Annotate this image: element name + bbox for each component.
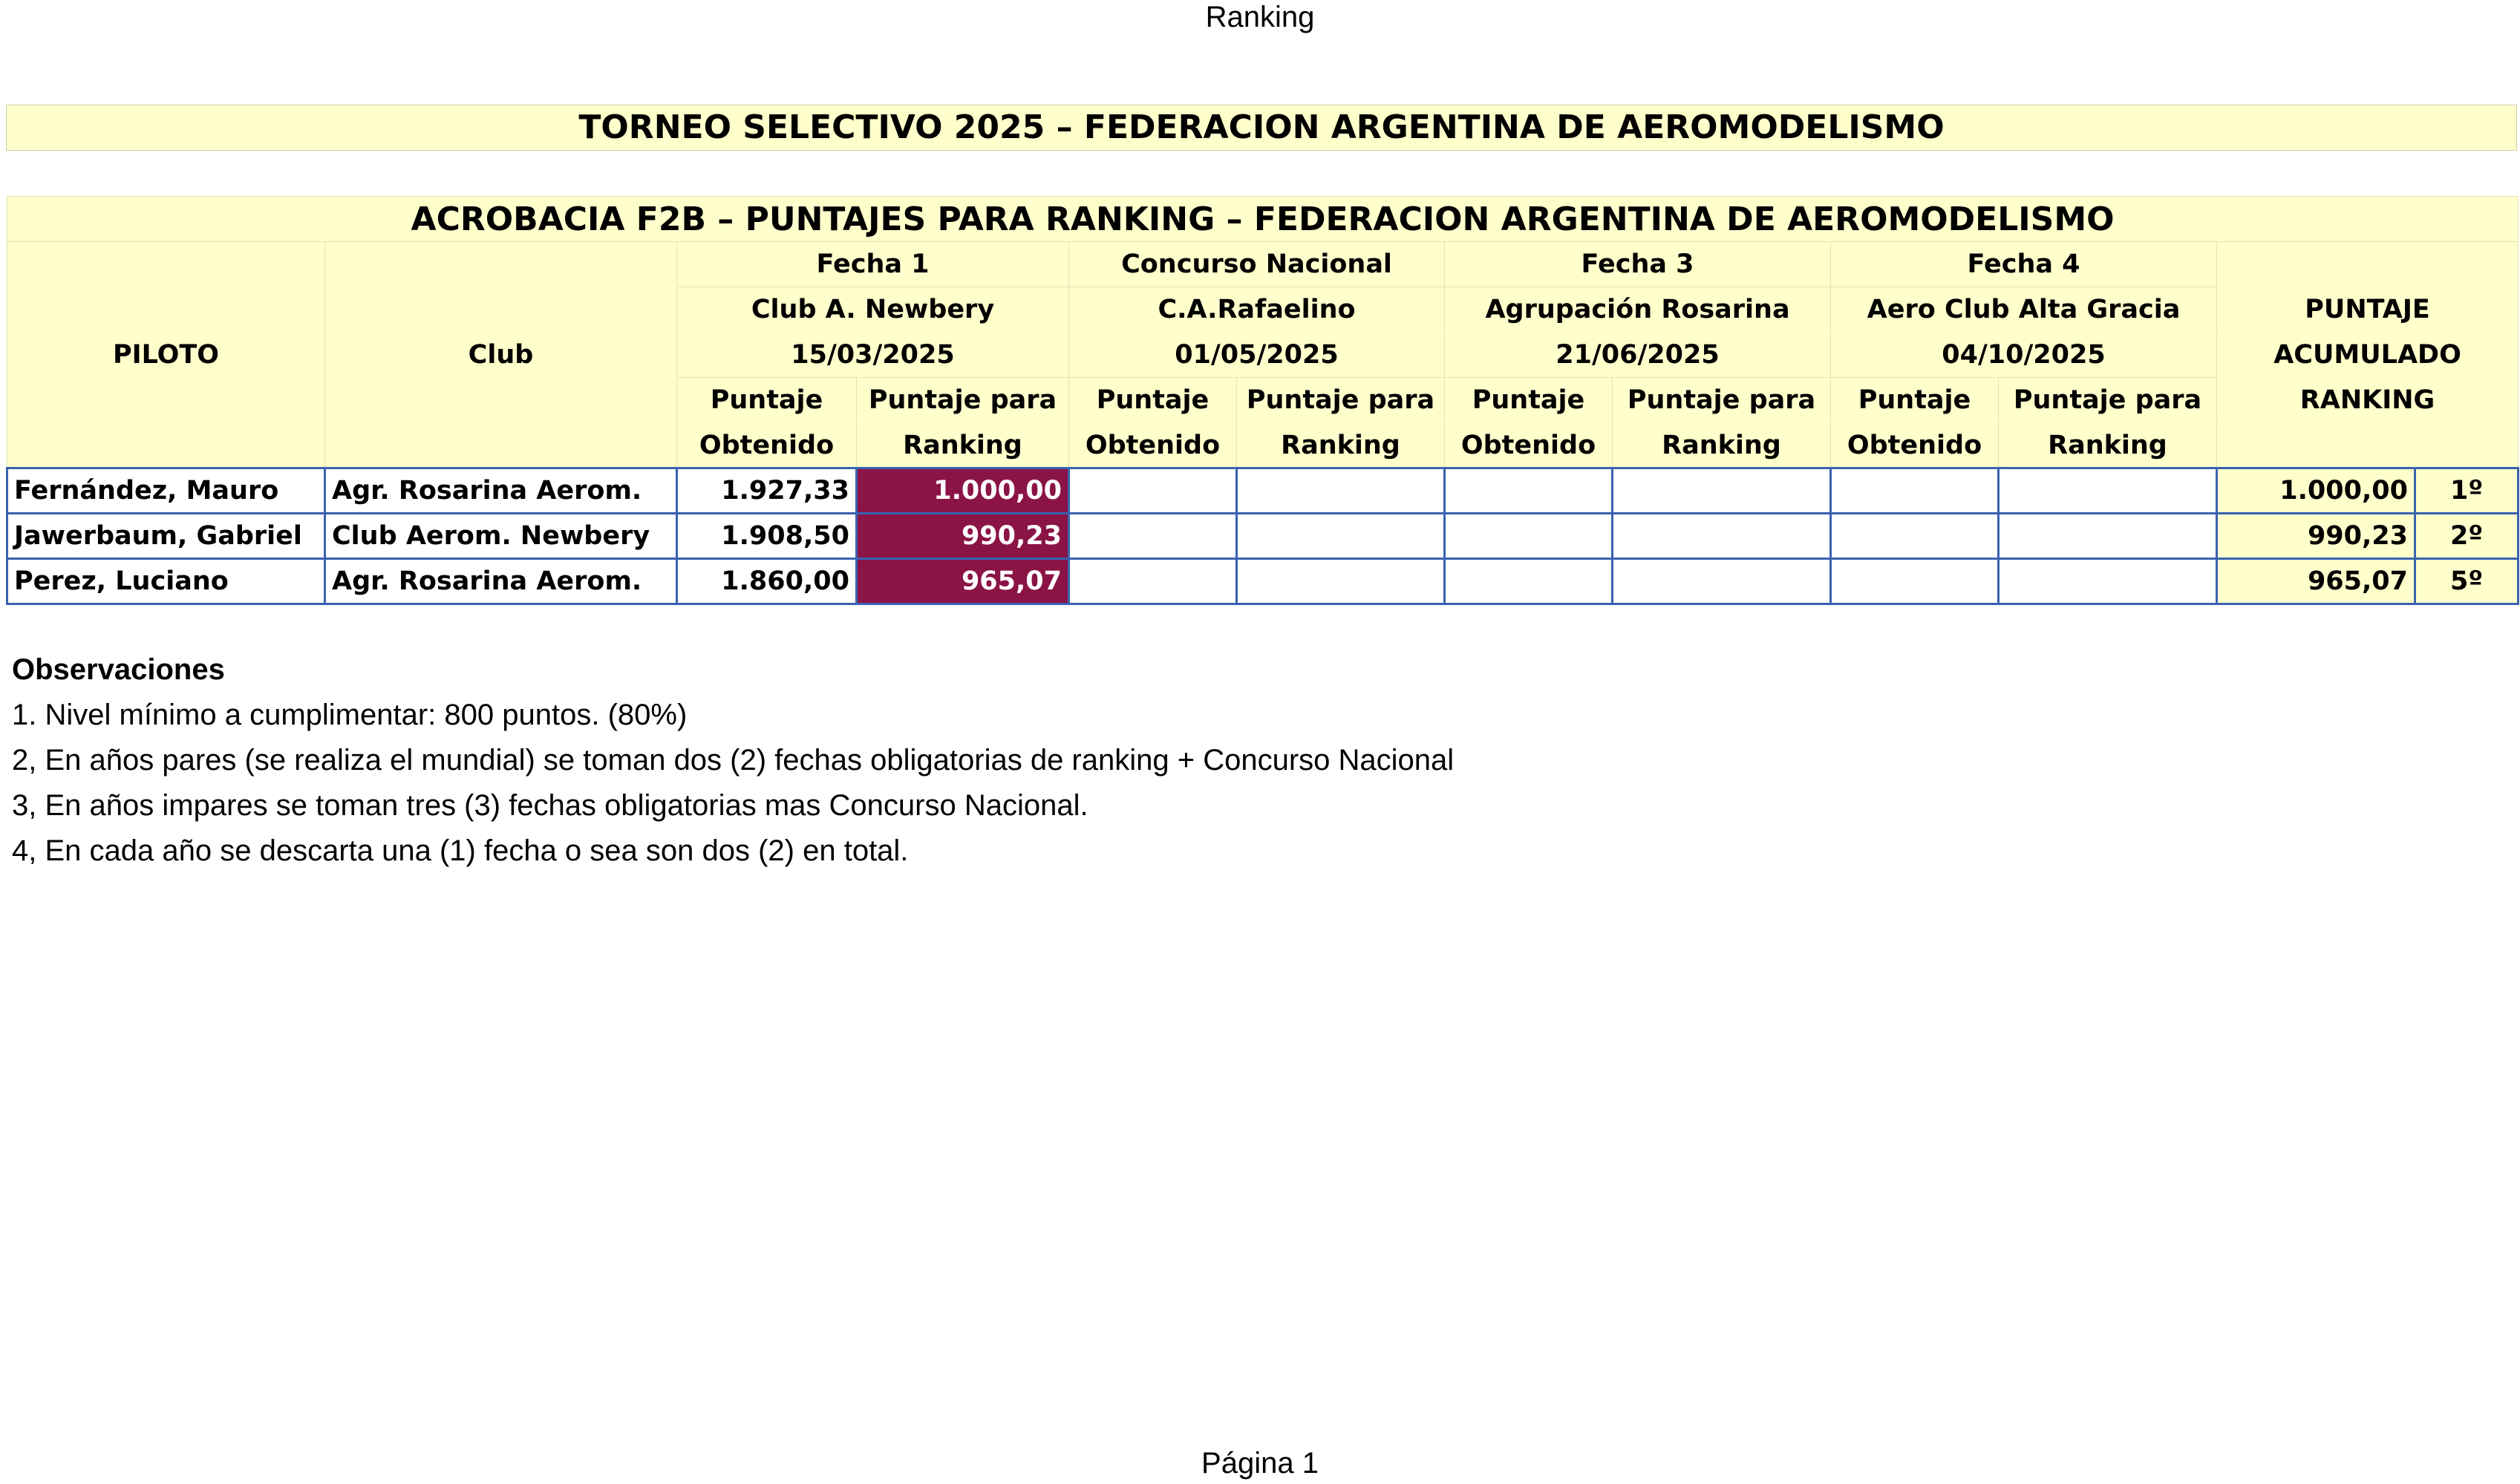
pilot-name: Fernández, Mauro xyxy=(7,468,325,514)
event-1-obtained: 1.927,33 xyxy=(677,468,857,514)
accumulated-header-line-3: RANKING xyxy=(2217,378,2519,423)
event-4-obtained xyxy=(1831,514,1999,559)
accumulated-score: 1.000,00 xyxy=(2217,468,2415,514)
observation-item: 1. Nivel mínimo a cumplimentar: 800 puntos. (80%) xyxy=(12,699,688,731)
pilot-club: Agr. Rosarina Aerom. xyxy=(325,559,677,604)
event-3-ranking-header-2: Ranking xyxy=(1613,423,1831,468)
event-4-obtained xyxy=(1831,468,1999,514)
pilot-club: Agr. Rosarina Aerom. xyxy=(325,468,677,514)
event-4-obtained-header: Puntaje xyxy=(1831,378,1999,423)
event-2-ranking xyxy=(1237,514,1445,559)
event-3-obtained xyxy=(1445,468,1613,514)
event-2-ranking xyxy=(1237,559,1445,604)
event-1-ranking: 1.000,00 xyxy=(857,468,1069,514)
club-column-header: Club xyxy=(325,333,677,378)
event-1-obtained-header: Puntaje xyxy=(677,378,857,423)
event-2-ranking-header: Puntaje para xyxy=(1237,378,1445,423)
event-4-obtained xyxy=(1831,559,1999,604)
event-3-name: Fecha 3 xyxy=(1445,242,1831,287)
event-3-obtained-header: Puntaje xyxy=(1445,378,1613,423)
event-4-ranking xyxy=(1999,514,2217,559)
ranking-position: 5º xyxy=(2415,559,2519,604)
event-1-ranking: 990,23 xyxy=(857,514,1069,559)
table-row xyxy=(7,559,2519,604)
event-4-venue: Aero Club Alta Gracia xyxy=(1831,287,2217,333)
event-1-ranking-header-2: Ranking xyxy=(857,423,1069,468)
event-3-obtained xyxy=(1445,559,1613,604)
event-1-date: 15/03/2025 xyxy=(677,333,1069,378)
event-2-ranking xyxy=(1237,468,1445,514)
table-row xyxy=(7,468,2519,514)
page-footer: Página 1 xyxy=(1201,1447,1319,1480)
event-1-ranking: 965,07 xyxy=(857,559,1069,604)
event-4-ranking xyxy=(1999,468,2217,514)
table-title: ACROBACIA F2B – PUNTAJES PARA RANKING – FEDERACION ARGENTINA DE AEROMODELISMO xyxy=(7,197,2519,242)
ranking-table xyxy=(6,196,2519,605)
tournament-title: TORNEO SELECTIVO 2025 – FEDERACION ARGENTINA DE AEROMODELISMO xyxy=(6,105,2517,151)
event-3-ranking-header: Puntaje para xyxy=(1613,378,1831,423)
accumulated-header-line-2: ACUMULADO xyxy=(2217,333,2519,378)
accumulated-header-line-1: PUNTAJE xyxy=(2217,287,2519,333)
pilot-name: Perez, Luciano xyxy=(7,559,325,604)
event-4-ranking-header: Puntaje para xyxy=(1999,378,2217,423)
ranking-position: 2º xyxy=(2415,514,2519,559)
pilot-club: Club Aerom. Newbery xyxy=(325,514,677,559)
event-1-name: Fecha 1 xyxy=(677,242,1069,287)
observation-item: 4, En cada año se descarta una (1) fecha o sea son dos (2) en total. xyxy=(12,834,909,867)
event-4-date: 04/10/2025 xyxy=(1831,333,2217,378)
event-2-date: 01/05/2025 xyxy=(1069,333,1445,378)
observation-item: 2, En años pares (se realiza el mundial) se toman dos (2) fechas obligatorias de ranking + Concurso Nacional xyxy=(12,744,1455,777)
event-2-obtained xyxy=(1069,468,1237,514)
event-4-ranking-header-2: Ranking xyxy=(1999,423,2217,468)
event-3-ranking xyxy=(1613,468,1831,514)
event-4-ranking xyxy=(1999,559,2217,604)
event-4-name: Fecha 4 xyxy=(1831,242,2217,287)
table-row xyxy=(7,514,2519,559)
event-2-obtained-header-2: Obtenido xyxy=(1069,423,1237,468)
event-3-obtained xyxy=(1445,514,1613,559)
page-header: Ranking xyxy=(1205,1,1315,33)
event-2-obtained-header: Puntaje xyxy=(1069,378,1237,423)
event-3-ranking xyxy=(1613,514,1831,559)
event-1-obtained: 1.860,00 xyxy=(677,559,857,604)
pilot-name: Jawerbaum, Gabriel xyxy=(7,514,325,559)
accumulated-score: 965,07 xyxy=(2217,559,2415,604)
event-2-obtained xyxy=(1069,559,1237,604)
ranking-position: 1º xyxy=(2415,468,2519,514)
event-3-venue: Agrupación Rosarina xyxy=(1445,287,1831,333)
event-2-venue: C.A.Rafaelino xyxy=(1069,287,1445,333)
event-1-ranking-header: Puntaje para xyxy=(857,378,1069,423)
accumulated-score: 990,23 xyxy=(2217,514,2415,559)
event-1-obtained: 1.908,50 xyxy=(677,514,857,559)
event-3-obtained-header-2: Obtenido xyxy=(1445,423,1613,468)
event-1-venue: Club A. Newbery xyxy=(677,287,1069,333)
event-2-ranking-header-2: Ranking xyxy=(1237,423,1445,468)
event-2-name: Concurso Nacional xyxy=(1069,242,1445,287)
event-2-obtained xyxy=(1069,514,1237,559)
observations xyxy=(12,647,1454,874)
observation-item: 3, En años impares se toman tres (3) fechas obligatorias mas Concurso Nacional. xyxy=(12,789,1088,822)
event-3-ranking xyxy=(1613,559,1831,604)
pilot-column-header: PILOTO xyxy=(7,333,325,378)
observations-title: Observaciones xyxy=(12,653,225,686)
event-1-obtained-header-2: Obtenido xyxy=(677,423,857,468)
event-3-date: 21/06/2025 xyxy=(1445,333,1831,378)
event-4-obtained-header-2: Obtenido xyxy=(1831,423,1999,468)
